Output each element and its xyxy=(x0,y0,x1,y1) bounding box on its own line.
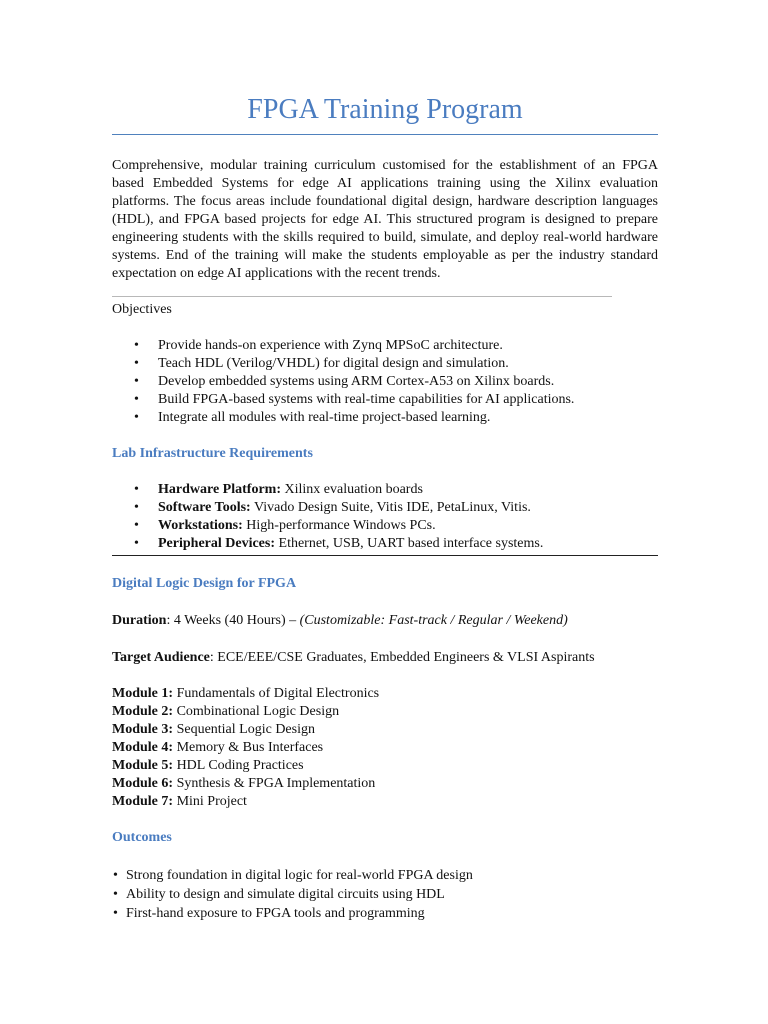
audience-line: Target Audience: ECE/EEE/CSE Graduates, Embedded Engineers & VLSI Aspirants xyxy=(112,650,595,665)
module-item: Module 3: Sequential Logic Design xyxy=(112,722,315,737)
objectives-list xyxy=(112,337,658,427)
lab-heading: Lab Infrastructure Requirements xyxy=(112,446,313,461)
outcomes-list xyxy=(112,866,658,923)
modules-list xyxy=(112,685,658,811)
bullet-icon: • xyxy=(134,482,139,497)
lab-list xyxy=(112,481,658,553)
bullet-icon: • xyxy=(113,887,118,902)
bullet-icon: • xyxy=(134,410,139,425)
bullet-icon: • xyxy=(134,392,139,407)
list-item: • Integrate all modules with real-time project-based learning. xyxy=(134,410,491,425)
module-item: Module 5: HDL Coding Practices xyxy=(112,758,304,773)
module-item: Module 4: Memory & Bus Interfaces xyxy=(112,740,324,755)
bullet-icon: • xyxy=(113,868,118,883)
list-item: • Peripheral Devices: Ethernet, USB, UART based interface systems. xyxy=(134,536,544,551)
document-page xyxy=(112,90,658,923)
list-item: • Strong foundation in digital logic for real-world FPGA design xyxy=(113,868,473,883)
list-item: • Workstations: High-performance Windows PCs. xyxy=(134,518,436,533)
bullet-icon: • xyxy=(134,374,139,389)
objectives-label: Objectives xyxy=(112,302,172,317)
section-divider xyxy=(112,296,612,297)
module-item: Module 2: Combinational Logic Design xyxy=(112,704,340,719)
duration-line: Duration: 4 Weeks (40 Hours) – (Customizable: Fast-track / Regular / Weekend) xyxy=(112,613,568,628)
list-item: • Hardware Platform: Xilinx evaluation boards xyxy=(134,482,423,497)
list-item: • First-hand exposure to FPGA tools and programming xyxy=(113,906,425,921)
digital-heading: Digital Logic Design for FPGA xyxy=(112,576,297,591)
list-item: • Build FPGA-based systems with real-time capabilities for AI applications. xyxy=(134,392,575,407)
module-item: Module 1: Fundamentals of Digital Electronics xyxy=(112,686,380,701)
bullet-icon: • xyxy=(134,500,139,515)
bullet-icon: • xyxy=(134,356,139,371)
page-title: FPGA Training Program xyxy=(112,90,658,135)
bullet-icon: • xyxy=(134,536,139,551)
outcomes-heading: Outcomes xyxy=(112,830,172,845)
bullet-icon: • xyxy=(134,338,139,353)
list-item: • Develop embedded systems using ARM Cortex-A53 on Xilinx boards. xyxy=(134,374,555,389)
list-item: • Teach HDL (Verilog/VHDL) for digital design and simulation. xyxy=(134,356,509,371)
list-item: • Provide hands-on experience with Zynq MPSoC architecture. xyxy=(134,338,503,353)
module-item: Module 6: Synthesis & FPGA Implementation xyxy=(112,776,376,791)
lab-underline xyxy=(112,555,658,556)
list-item: • Ability to design and simulate digital circuits using HDL xyxy=(113,887,445,902)
bullet-icon: • xyxy=(134,518,139,533)
bullet-icon: • xyxy=(113,906,118,921)
intro-paragraph: Comprehensive, modular training curriculum customised for the establishment of an FPGA based Embedded Systems for edge AI applications training using the Xilinx evaluation platforms. The focus areas include foundational digital design, hardware description languages (HDL), and FPGA based projects for edge AI. This structured program is designed to prepare engineering students with the skills required to build, simulate, and deploy real-world hardware systems. End of the training will make the students employable as per the industry standard expectation on edge AI applications with the recent trends. xyxy=(112,158,658,281)
list-item: • Software Tools: Vivado Design Suite, Vitis IDE, PetaLinux, Vitis. xyxy=(134,500,531,515)
module-item: Module 7: Mini Project xyxy=(112,794,247,809)
